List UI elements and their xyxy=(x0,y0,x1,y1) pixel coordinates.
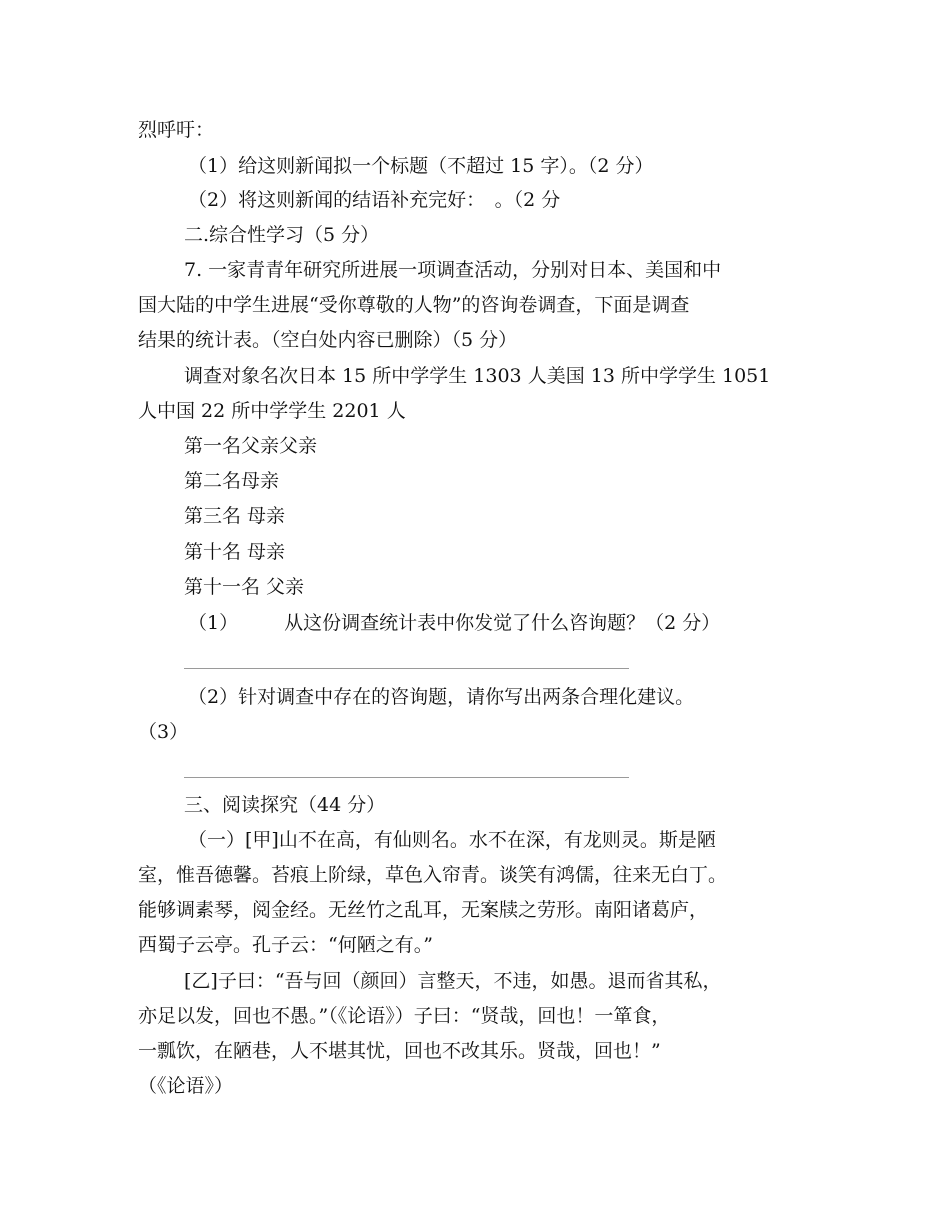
sub-question-1 xyxy=(188,611,720,635)
section-heading-reading: 三、阅读探究（44 分） xyxy=(184,794,386,816)
survey-table-header: 调查对象名次日本 15 所中学学生 1303 人美国 13 所中学学生 1051 xyxy=(184,365,771,387)
question-7-text: 7. 一家青青年研究所进展一项调查活动，分别对日本、美国和中 xyxy=(184,259,722,281)
survey-row: 第十名 母亲 xyxy=(184,541,286,563)
question-7-text: 国大陆的中学生进展“受你尊敬的人物”的咨询卷调查，下面是调查 xyxy=(138,294,690,316)
text-line: 烈呼吁： xyxy=(138,119,215,141)
question-title-prompt: （1）给这则新闻拟一个标题（不超过 15 字）。（2 分） xyxy=(188,155,654,177)
survey-row: 第三名 母亲 xyxy=(184,505,286,527)
passage-jia: 室，惟吾德馨。苔痕上阶绿，草色入帘青。谈笑有鸿儒，往来无白丁。 xyxy=(138,864,728,886)
passage-yi: 亦足以发，回也不愚。”（《论语》）子曰：“贤哉，回也！一箪食， xyxy=(138,1005,671,1027)
sub-question-number: （1） xyxy=(188,612,239,634)
passage-jia: （一）[甲]山不在高，有仙则名。水不在深，有龙则灵。斯是陋 xyxy=(188,829,716,851)
passage-jia: 能够调素琴，阅金经。无丝竹之乱耳，无案牍之劳形。南阳诸葛庐， xyxy=(138,899,709,921)
answer-line[interactable] xyxy=(184,668,629,669)
survey-row: 第一名父亲父亲 xyxy=(184,435,318,457)
passage-jia: 西蜀子云亭。孔子云：“何陋之有。” xyxy=(138,934,433,956)
survey-table-header: 人中国 22 所中学学生 2201 人 xyxy=(138,400,406,422)
survey-row: 第十一名 父亲 xyxy=(184,576,305,598)
passage-yi-source: （《论语》） xyxy=(138,1075,234,1097)
survey-row: 第二名母亲 xyxy=(184,470,280,492)
sub-question-text: 从这份调查统计表中你发觉了什么咨询题？（2 分） xyxy=(284,612,721,634)
sub-question-2: （2）针对调查中存在的咨询题，请你写出两条合理化建议。 xyxy=(188,686,695,708)
sub-question-2-score: （3） xyxy=(138,721,189,743)
question-7-text: 结果的统计表。（空白处内容已删除）（5 分） xyxy=(138,329,518,351)
section-heading-comprehensive: 二.综合性学习（5 分） xyxy=(184,224,380,246)
answer-line[interactable] xyxy=(184,777,629,778)
passage-yi: 一瓢饮，在陋巷，人不堪其忧，回也不改其乐。贤哉，回也！” xyxy=(138,1040,661,1062)
question-conclusion-prompt: （2）将这则新闻的结语补充完好： 。（2 分 xyxy=(188,189,561,211)
passage-yi: [乙]子曰：“吾与回（颜回）言整天，不违，如愚。退而省其私， xyxy=(184,970,722,992)
